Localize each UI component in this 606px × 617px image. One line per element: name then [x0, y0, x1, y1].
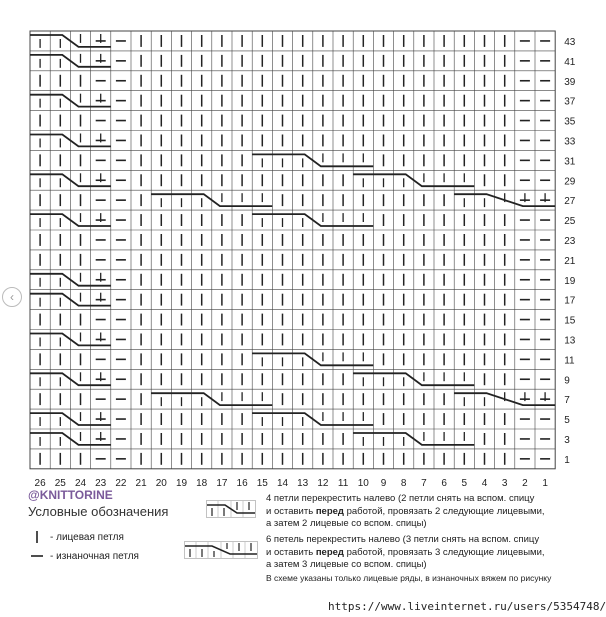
row-number: 11: [564, 355, 575, 367]
column-number: 4: [481, 477, 488, 489]
cable4-line1: 4 петли перекрестить налево (2 петли снять на вспом. спицу: [266, 493, 535, 504]
row-number: 25: [564, 216, 576, 228]
row-number: 27: [564, 196, 576, 208]
column-number: 16: [236, 477, 248, 489]
row-number: 37: [564, 96, 576, 108]
column-number: 21: [135, 477, 147, 489]
column-number: 10: [357, 477, 369, 489]
cable6-symbol-icon: [184, 541, 258, 559]
column-number: 11: [337, 477, 349, 489]
row-number: 21: [564, 255, 576, 267]
column-number: 15: [256, 477, 268, 489]
row-number: 1: [564, 454, 570, 466]
chart-note: В схеме указаны только лицевые ряды, в изнаночных вяжем по рисунку: [266, 573, 552, 583]
cable6-line2: и оставить перед работой, провязать 3 следующие лицевыми,: [266, 546, 545, 558]
brand-label: @KNITTORINE: [28, 488, 113, 502]
column-number: 8: [400, 477, 407, 489]
knit-symbol-icon: [30, 530, 44, 544]
column-number: 5: [461, 477, 468, 489]
column-number: 14: [276, 477, 289, 489]
cable4-line3: а затем 2 лицевые со вспом. спицы): [266, 518, 427, 529]
column-number: 12: [317, 477, 329, 489]
column-number: 24: [74, 477, 87, 489]
row-number: 29: [564, 176, 576, 188]
column-number: 2: [522, 477, 528, 489]
legend-purl-label: - изнаночная петля: [50, 550, 139, 562]
column-number: 7: [421, 477, 427, 489]
legend-knit: [30, 530, 124, 544]
column-number: 18: [196, 477, 208, 489]
cable4-symbol-icon: [206, 500, 256, 518]
row-number: 39: [564, 76, 576, 88]
row-number: 7: [564, 395, 570, 407]
cable6-line3: а затем 3 лицевые со вспом. спицы): [266, 559, 427, 570]
source-url[interactable]: https://www.liveinternet.ru/users/5354748/: [328, 600, 606, 613]
row-number: 5: [564, 415, 570, 427]
row-number: 15: [564, 315, 576, 327]
cable6-description: [266, 534, 545, 572]
column-number: 20: [155, 477, 167, 489]
carousel-prev-icon[interactable]: ‹: [2, 287, 22, 307]
legend-knit-label: - лицевая петля: [50, 531, 124, 543]
row-number: 19: [564, 275, 576, 287]
column-number: 17: [216, 477, 228, 489]
row-number: 3: [564, 434, 570, 446]
row-number: 41: [564, 56, 576, 68]
column-number: 22: [115, 477, 127, 489]
column-number: 23: [95, 477, 107, 489]
row-number: 9: [564, 375, 570, 387]
column-number: 26: [34, 477, 46, 489]
column-number: 1: [542, 477, 548, 489]
column-number: 25: [54, 477, 66, 489]
row-number: 33: [564, 136, 576, 148]
row-number: 31: [564, 156, 576, 168]
legend-title: Условные обозначения: [28, 504, 169, 519]
column-number: 9: [380, 477, 387, 489]
column-number: 13: [297, 477, 309, 489]
column-number: 19: [175, 477, 188, 489]
purl-symbol-icon: [30, 549, 44, 563]
row-number: 35: [564, 116, 576, 128]
cable4-description: [266, 493, 545, 531]
row-number: 13: [564, 335, 576, 347]
row-number: 23: [564, 235, 576, 247]
legend-purl: [30, 549, 139, 563]
column-number: 3: [501, 477, 508, 489]
column-number: 6: [441, 477, 447, 489]
cable4-line2: и оставить перед работой, провязать 2 следующие лицевыми,: [266, 505, 545, 517]
cable6-line1: 6 петель перекрестить налево (3 петли снять на вспом. спицу: [266, 534, 540, 545]
row-number: 17: [564, 295, 576, 307]
row-number: 43: [564, 36, 576, 48]
